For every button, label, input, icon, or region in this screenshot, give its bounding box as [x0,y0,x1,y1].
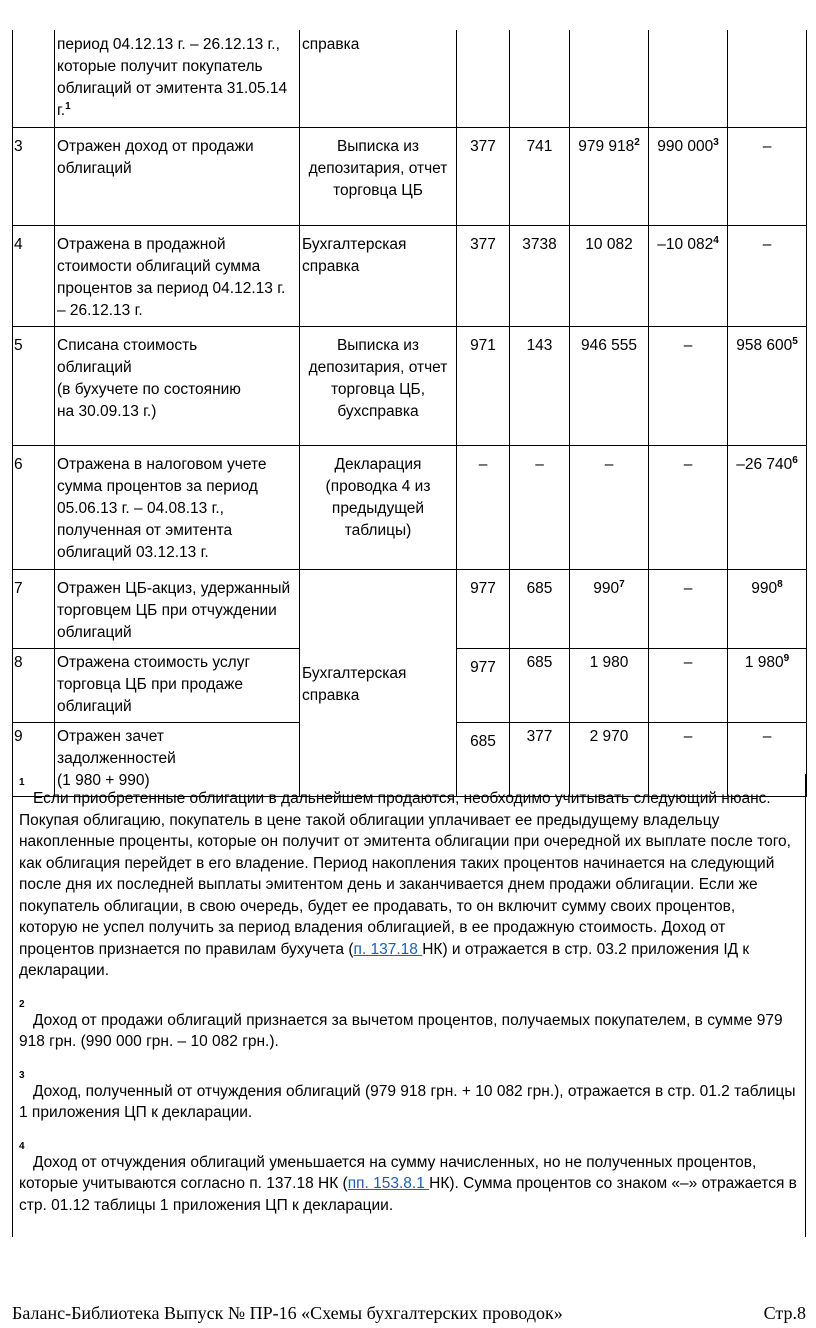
primary-document: Бухгалтерская справка [300,225,457,326]
footnote-3: 3 Доход, полученный от отчуждения облигаций (979 918 грн. + 10 082 грн.), отражается в стр. 01.2 таблицы 1 приложения ЦП к декларации. [19,1069,796,1121]
operation-content: Списана стоимость облигаций (в бухучете по состоянию на 30.09.13 г.) [55,326,300,445]
footnote-2: 2 Доход от продажи облигаций признается за вычетом процентов, получаемых покупателем, в сумме 979 918 грн. (990 000 грн. – 10 082 грн.). [19,1000,797,1053]
row-number: 7 [13,569,55,648]
accounting-sum: 2 970 [570,722,649,796]
table-row [13,569,807,648]
debit-account: 977 [457,648,510,722]
debit-account: 377 [457,225,510,326]
accounting-sum [570,30,649,127]
table-row [13,445,807,569]
debit-account: – [457,445,510,569]
footnote-1: 1 Если приобретенные облигации в дальнейшем продаются, необходимо учитывать следующий нюанс. Покупая облигацию, покупатель в цене такой облигации уплачивает ее предыдущему владельцу накопленные проценты, которые он получит от эмитента облигации при очередной их выплате после того, как облигация перейдет в его владение. Период накопления таких процентов начинается на следующий после дня их последней выплаты эмитентом день и заканчивается днем продажи облигации. Если же покупатель облигации, в свою очередь, будет ее продавать, то он включит сумму своих процентов, которую не успел получить за период владения облигацией, в ее продажную стоимость. Доход от процентов признается по правилам бухучета (п. 137.18 НК) и отражается в стр. 03.2 приложения ІД к декларации. [19,778,797,982]
operation-content: Отражена в продажной стоимости облигаций сумма процентов за период 04.12.13 г. – 26.12.13 г. [55,225,300,326]
row-number: 6 [13,445,55,569]
tax-income: – [649,569,728,648]
primary-document: Декларация (проводка 4 из предыдущей таблицы) [300,445,457,569]
tax-expense: – [728,127,807,225]
debit-account [457,30,510,127]
credit-account: 377 [510,722,570,796]
footnote-mark: 4 [19,1140,25,1152]
footnotes [12,774,806,1237]
tax-income: – [649,648,728,722]
postings-table [12,30,807,797]
primary-document: Бухгалтерская справка [300,569,457,796]
primary-document: справка [300,30,457,127]
credit-account: 3738 [510,225,570,326]
accounting-sum: 1 980 [570,648,649,722]
tax-income: – [649,326,728,445]
primary-document: Выписка из депозитария, отчет торговца ЦБ, бухсправка [300,326,457,445]
debit-account: 377 [457,127,510,225]
tax-expense [728,30,807,127]
table-row [13,127,807,225]
debit-account: 685 [457,722,510,796]
row-number: 3 [13,127,55,225]
tax-income: – [649,722,728,796]
credit-account: – [510,445,570,569]
operation-content: Отражена в налоговом учете сумма процентов за период 05.06.13 г. – 04.08.13 г., полученная от эмитента облигаций 03.12.13 г. [55,445,300,569]
footnote-4: 4 Доход от отчуждения облигаций уменьшается на сумму начисленных, но не полученных процентов, которые учитываются согласно п. 137.18 НК (пп. 153.8.1 НК). Сумма процентов со знаком «–» отражается в стр. 01.12 таблицы 1 приложения ЦП к декларации. [19,1140,797,1214]
footnote-mark: 3 [19,1069,25,1081]
operation-content: Отражен доход от продажи облигаций [55,127,300,225]
row-number [13,30,55,127]
accounting-sum: 10 082 [570,225,649,326]
accounting-sum: – [570,445,649,569]
tax-income: –10 $082^4$ [649,225,728,326]
debit-account: 977 [457,569,510,648]
credit-account: 143 [510,326,570,445]
footnote-mark: 1 [19,777,25,788]
tax-expense: – [728,225,807,326]
credit-account [510,30,570,127]
tax-income [649,30,728,127]
row-number: 9 [13,722,55,796]
tax-expense: –26 $740^6$ [728,445,807,569]
credit-account: 741 [510,127,570,225]
operation-content: Отражен зачет задолженностей (1 980 + 990) [55,722,300,796]
table-row [13,326,807,445]
link-p-137-18[interactable]: п. 137.18 [353,940,423,958]
row-number: 5 [13,326,55,445]
accounting-sum: $990^7$ [570,569,649,648]
operation-content: Отражена стоимость услуг торговца ЦБ при продаже облигаций [55,648,300,722]
footnote-mark: 2 [19,998,25,1010]
debit-account: 971 [457,326,510,445]
row-number: 4 [13,225,55,326]
credit-account: 685 [510,569,570,648]
operation-content: Отражен ЦБ-акциз, удержанный торговцем ЦБ при отчуждении облигаций [55,569,300,648]
tax-income: 990 $000^3$ [649,127,728,225]
footer-publication: Баланс-Библиотека Выпуск № ПР-16 «Схемы бухгалтерских проводок» [12,1303,563,1323]
primary-document: Выписка из депозитария, отчет торговца ЦБ [300,127,457,225]
operation-content: период 04.12.13 г. – 26.12.13 г., которые получит покупатель облигаций от эмитента 31.05.14 г.$^1$ [55,30,300,127]
page-number: Стр.8 [763,1303,806,1323]
link-pp-153-8-1[interactable]: пп. 153.8.1 [347,1175,430,1192]
table-row [13,30,807,127]
accounting-sum: 946 555 [570,326,649,445]
accounting-sum: 979 $918^2$ [570,127,649,225]
tax-expense: 1 $980^9$ [728,648,807,722]
table-row [13,225,807,326]
tax-expense: 958 $600^5$ [728,326,807,445]
row-number: 8 [13,648,55,722]
tax-expense: – [728,722,807,796]
credit-account: 685 [510,648,570,722]
tax-income: – [649,445,728,569]
tax-expense: $990^8$ [728,569,807,648]
